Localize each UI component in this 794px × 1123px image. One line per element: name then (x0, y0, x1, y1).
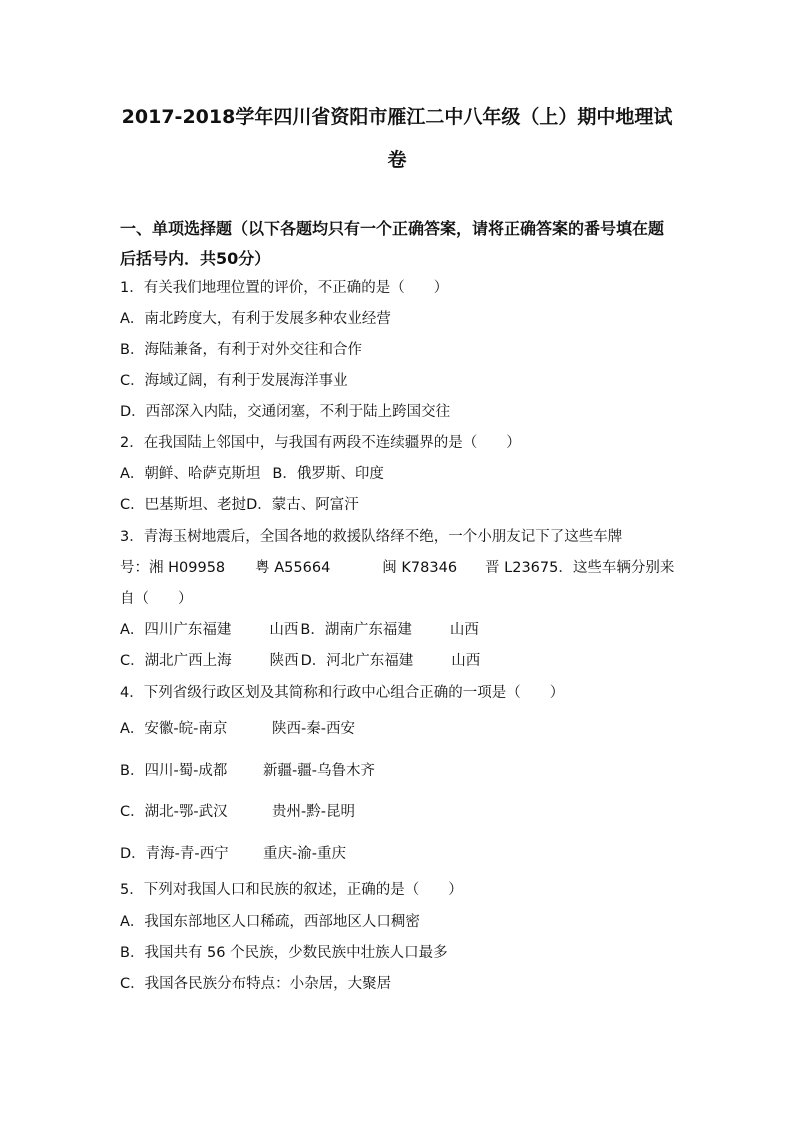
q3-options-cd (120, 653, 480, 670)
q3-plate-4: 晋 L23675．这些车辆分别来 (485, 560, 675, 576)
q4-option-d: D．青海-青-西宁 (120, 846, 229, 862)
q4-option-a: A．安徽-皖-南京 (120, 721, 228, 737)
q2-option-c: C．巴基斯坦、老挝 (120, 497, 247, 513)
q5-option-a: A．我国东部地区人口稀疏，西部地区人口稠密 (120, 914, 420, 930)
q4-option-c: C．湖北-鄂-武汉 (120, 804, 228, 820)
q5-stem: 5．下列对我国人口和民族的叙述，正确的是（ ） (120, 882, 463, 898)
q3-stem-line2 (120, 560, 674, 577)
q4-stem: 4．下列省级行政区划及其简称和行政中心组合正确的一项是（ ） (120, 685, 565, 701)
q2-option-d: D．蒙古、阿富汗 (246, 497, 359, 513)
q2-option-b: B．俄罗斯、印度 (272, 466, 384, 482)
q1-option-a: A．南北跨度大，有利于发展多种农业经营 (120, 311, 391, 327)
q2-option-a: A．朝鲜、哈萨克斯坦 (120, 466, 261, 482)
q3-plate-1: 号：湘 H09958 (120, 560, 226, 576)
q4-option-b-second: 新疆-疆-乌鲁木齐 (263, 763, 375, 779)
q3-option-b-province: 山西 (449, 622, 479, 638)
q4-option-b: B．四川-蜀-成都 (120, 763, 228, 779)
section-heading-line2: 后括号内．共50分） (120, 249, 271, 268)
q2-options-cd (120, 497, 359, 514)
q4-option-d-second: 重庆-渝-重庆 (263, 846, 346, 862)
q3-option-c-province: 陕西 (269, 653, 299, 669)
q5-option-c: C．我国各民族分布特点：小杂居，大聚居 (120, 976, 392, 992)
q1-option-b: B．海陆兼备，有利于对外交往和合作 (120, 342, 362, 358)
q1-option-c: C．海域辽阔，有利于发展海洋事业 (120, 373, 348, 389)
q2-options-ab (120, 466, 384, 483)
q1-option-d: D．西部深入内陆，交通闭塞，不利于陆上跨国交往 (120, 404, 451, 420)
q3-option-d: D．河北广东福建 (300, 653, 414, 669)
q3-options-ab (120, 622, 479, 639)
q1-stem: 1．有关我们地理位置的评价，不正确的是（ ） (120, 280, 449, 296)
q2-stem: 2．在我国陆上邻国中，与我国有两段不连续疆界的是（ ） (120, 435, 521, 451)
q3-plate-3: 闽 K78346 (382, 560, 458, 576)
q3-stem-line1: 3．青海玉树地震后，全国各地的救援队络绎不绝，一个小朋友记下了这些车牌 (120, 529, 623, 545)
q3-option-a-province: 山西 (269, 622, 299, 638)
q3-option-b: B．湖南广东福建 (300, 622, 412, 638)
q4-option-a-row (120, 721, 355, 738)
q3-stem-line3: 自（ ） (120, 591, 193, 607)
q3-option-a: A．四川广东福建 (120, 622, 232, 638)
section-heading-line1: 一、单项选择题（以下各题均只有一个正确答案，请将正确答案的番号填在题 (120, 219, 665, 238)
q3-option-c: C．湖北广西上海 (120, 653, 232, 669)
q3-plate-2: 粤 A55664 (255, 560, 331, 576)
q3-option-d-province: 山西 (451, 653, 481, 669)
q4-option-c-row (120, 804, 355, 821)
q5-option-b: B．我国共有 56 个民族，少数民族中壮族人口最多 (120, 945, 448, 961)
q4-option-b-row (120, 763, 375, 780)
q4-option-c-second: 贵州-黔-昆明 (272, 804, 355, 820)
q4-option-a-second: 陕西-秦-西安 (272, 721, 355, 737)
exam-title-line2: 卷 (387, 149, 407, 171)
q4-option-d-row (120, 846, 346, 863)
exam-title-line1: 2017-2018学年四川省资阳市雁江二中八年级（上）期中地理试 (121, 106, 673, 128)
